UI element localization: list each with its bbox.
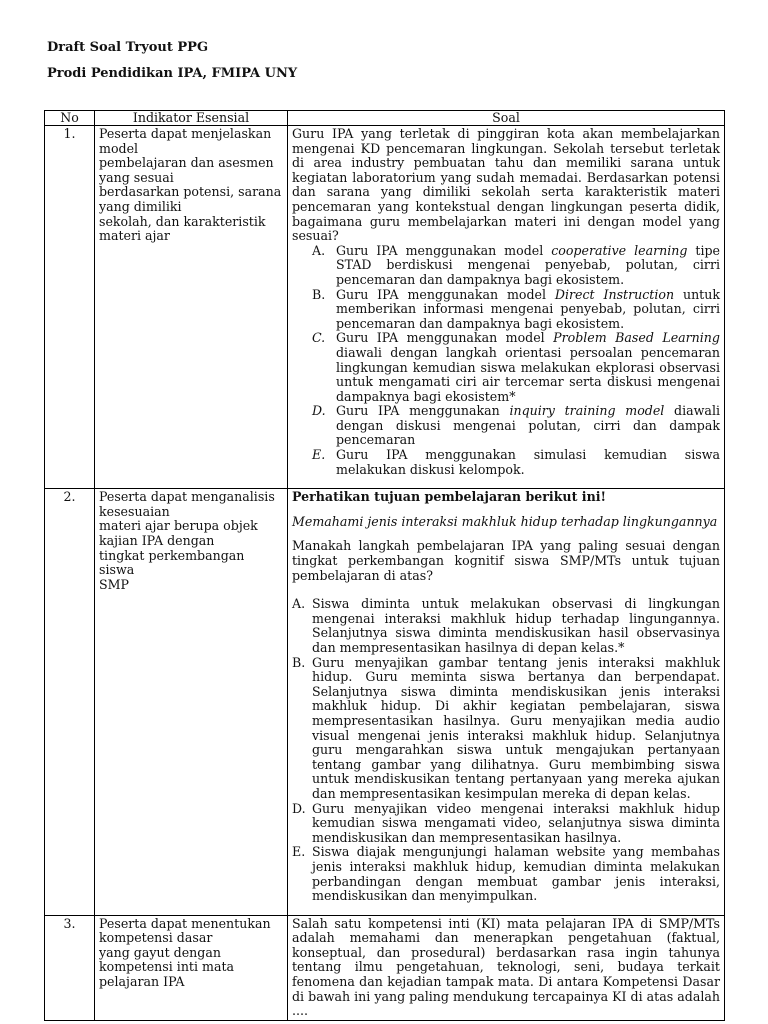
table-row	[45, 915, 725, 1020]
option-text: untuk memberikan informasi mengenai penyebab, polutan, cirri pencemaran dan dampaknya bagi ekosistem.	[336, 286, 720, 331]
option-label: B.	[292, 654, 306, 670]
indikator-line: Peserta dapat menjelaskan	[99, 126, 272, 141]
question-stem: Guru IPA yang terletak di pinggiran kota akan membelajarkan mengenai KD pencemaran lingkungan. Sekolah tersebut terletak di area industry pembuatan tahu dan memiliki sarana untuk kegiatan laboratorium yang sudah memadai. Berdasarkan potensi dan sarana yang dimiliki sekolah serta karakteristik materi pencemaran yang kontekstual dengan lingkungan peserta didik, bagaimana guru membelajarkan materi ini dengan model yang sesuai?	[292, 126, 720, 244]
learning-goal: Memahami jenis interaksi makhluk hidup terhadap lingkungannya	[292, 513, 718, 529]
indikator-line: materi ajar	[99, 228, 170, 244]
indikator-line: kompetensi dasar	[99, 930, 213, 946]
row-number: 2.	[45, 489, 95, 915]
option-model-name: Direct Instruction	[554, 286, 675, 302]
option-text: tipe STAD berdiskusi mengenai penyebab, polutan, cirri pencemaran dan dampaknya bagi ekosistem.	[336, 242, 720, 287]
answer-option	[312, 331, 720, 404]
option-model-name: inquiry training model	[509, 403, 665, 419]
indikator-cell	[95, 915, 288, 1020]
option-text: diawali dengan diskusi mengenai polutan, cirri dan dampak pencemaran	[336, 403, 720, 448]
answer-option	[292, 845, 720, 903]
row-number: 3.	[45, 915, 95, 1020]
soal-cell	[288, 915, 725, 1020]
header-soal: Soal	[288, 111, 725, 126]
indikator-line: kajian IPA dengan	[99, 533, 215, 549]
option-text: Guru IPA menggunakan model	[336, 286, 555, 302]
indikator-line: pelajaran IPA	[99, 974, 185, 990]
answer-option	[292, 597, 720, 655]
option-text: Siswa diajak mengunjungi halaman website yang membahas jenis interaksi makhluk hidup, kemudian diminta melakukan perbandingan dengan membuat gambar jenis interaksi, mendiskusikan dan menyimpulkan.	[312, 844, 720, 904]
indikator-line: Peserta dapat menganalisis	[99, 489, 275, 505]
question-stem: Salah satu kompetensi inti (KI) mata pelajaran IPA di SMP/MTs adalah memahami dan menerapkan pengetahuan (faktual, konseptual, dan prosedural) berdasarkan rasa ingin tahunya tentang ilmu pengetahuan, teknologi, seni, budaya terkait fenomena dan kejadian tampak mata. Di antara Kompetensi Dasar di bawah ini yang paling mendukung tercapainya KI di atas adalah ....	[292, 915, 720, 1019]
answer-option	[312, 404, 720, 448]
indikator-line: yang sesuai	[99, 169, 174, 185]
indikator-line: kompetensi inti mata	[99, 959, 235, 975]
indikator-line: yang dimiliki	[99, 198, 182, 214]
table-row	[45, 126, 725, 489]
soal-cell	[288, 489, 725, 915]
option-model-name: Problem Based Learning	[553, 330, 720, 346]
indikator-line: tingkat perkembangan siswa	[99, 547, 245, 578]
option-text: Guru menyajikan gambar tentang jenis interaksi makhluk hidup. Guru meminta siswa bertanya dan berpendapat. Selanjutnya siswa diminta mendiskusikan jenis interaksi makhluk hidup. Di akhir kegiatan pembelajaran, siswa mempresentasikan hasilnya. Guru menyajikan media audio visual mengenai jenis interaksi makhluk hidup. Selanjutnya guru mengarahkan siswa untuk mengajukan pertanyaan tentang gambar yang dilihatnya. Guru membimbing siswa untuk mendiskusikan tentang pertanyaan yang mereka ajukan dan mempresentasikan kesimpulan mereka di depan kelas.	[312, 654, 720, 801]
option-text: Siswa diminta untuk melakukan observasi di lingkungan mengenai interaksi makhluk hidup terhadap lingungannya. Selanjutnya siswa diminta mendiskusikan hasil observasinya dan mempresentasikan hasilnya di depan kelas.*	[312, 596, 720, 655]
option-label: B.	[312, 286, 326, 302]
answer-option	[312, 448, 720, 477]
option-label: D.	[312, 403, 326, 419]
indikator-line: kesesuaian	[99, 503, 170, 519]
document-subtitle: Prodi Pendidikan IPA, FMIPA UNY	[47, 66, 298, 81]
question-table	[44, 110, 725, 1021]
option-text: Guru IPA menggunakan	[336, 403, 510, 419]
indikator-line: model	[99, 140, 139, 156]
option-text: Guru IPA menggunakan simulasi kemudian siswa melakukan diskusi kelompok.	[336, 447, 720, 477]
indikator-cell	[95, 126, 288, 489]
option-text: Guru menyajikan video mengenai interaksi makhluk hidup kemudian siswa mengamati video, selanjutnya siswa diminta mendiskusikan dan mempresentasikan hasilnya.	[312, 800, 720, 845]
question-intro: Perhatikan tujuan pembelajaran berikut ini!	[292, 489, 607, 505]
table-row	[45, 489, 725, 915]
option-label: E.	[312, 447, 326, 463]
indikator-line: Peserta dapat menentukan	[99, 915, 271, 931]
soal-cell	[288, 126, 725, 489]
header-no: No	[45, 111, 95, 126]
indikator-line: sekolah, dan karakteristik	[99, 213, 266, 229]
option-model-name: cooperative learning	[551, 242, 688, 258]
option-label: A.	[312, 242, 326, 258]
option-label: D.	[292, 800, 306, 816]
answer-option	[312, 288, 720, 332]
document-title: Draft Soal Tryout PPG	[47, 40, 209, 55]
indikator-line: yang gayut dengan	[99, 944, 221, 960]
option-label: A.	[292, 596, 306, 612]
answer-option	[312, 244, 720, 288]
answer-option	[292, 802, 720, 846]
question-stem: Manakah langkah pembelajaran IPA yang paling sesuai dengan tingkat perkembangan kognitif siswa SMP/MTs untuk tujuan pembelajaran di atas?	[292, 538, 720, 583]
indikator-line: materi ajar berupa objek	[99, 518, 258, 534]
table-header-row	[45, 111, 725, 126]
indikator-line: berdasarkan potensi, sarana	[99, 184, 282, 200]
option-text: Guru IPA menggunakan model	[336, 330, 554, 346]
indikator-line: SMP	[99, 576, 129, 592]
header-indikator: Indikator Esensial	[95, 111, 288, 126]
row-number: 1.	[45, 126, 95, 489]
option-label: E.	[292, 844, 306, 860]
option-label: C.	[312, 330, 326, 346]
option-text: Guru IPA menggunakan model	[336, 242, 552, 258]
option-text: diawali dengan langkah orientasi persoalan pencemaran lingkungan kemudian siswa melakukan ekplorasi observasi untuk mengamati ciri air tercemar serta diskusi mengenai dampaknya bagi ekosistem*	[336, 344, 720, 404]
indikator-cell	[95, 489, 288, 915]
answer-option	[292, 656, 720, 802]
indikator-line: pembelajaran dan asesmen	[99, 155, 274, 171]
